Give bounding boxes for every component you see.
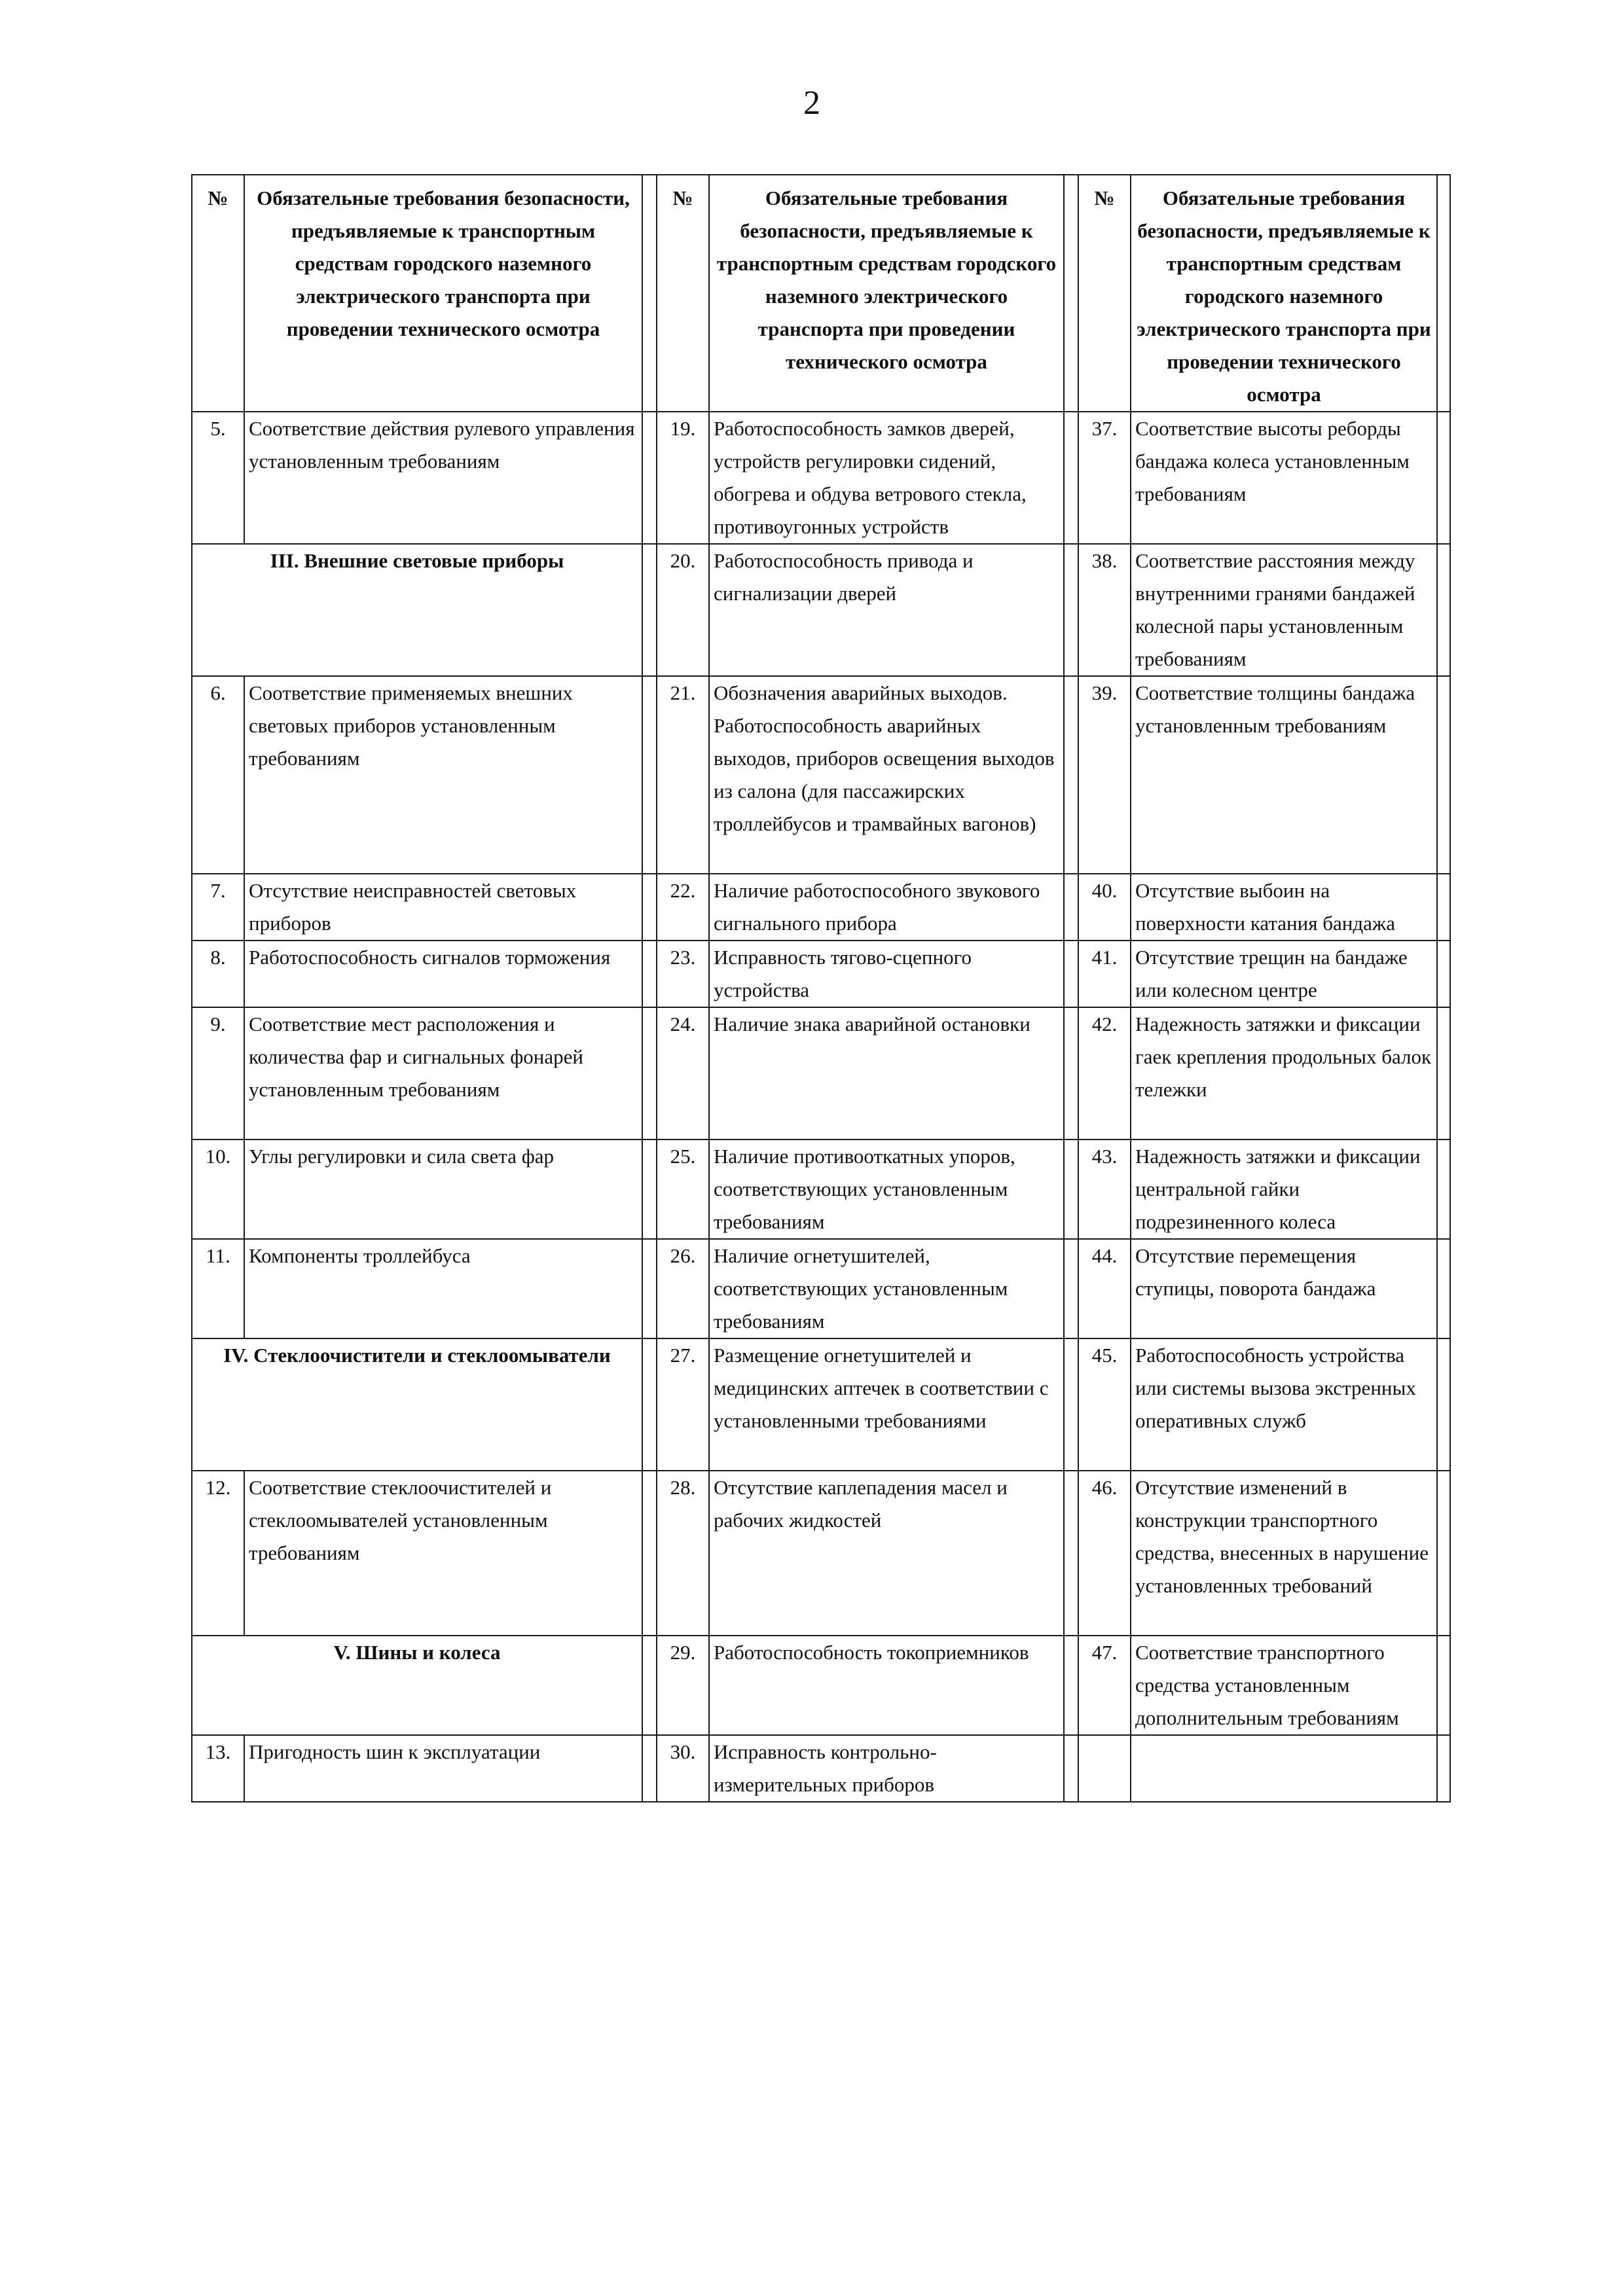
- item-number: 8.: [192, 941, 244, 1007]
- item-number: 24.: [657, 1007, 709, 1139]
- header-title-2: Обязательные требования безопасности, предъявляемые к транспортным средствам городского наземного электрического транспорта при проведении технического осмотра: [709, 175, 1064, 412]
- column-gap: [1064, 1735, 1078, 1802]
- column-gap: [1437, 1636, 1450, 1735]
- column-gap: [642, 1338, 657, 1471]
- column-gap: [1064, 412, 1078, 544]
- item-number: 44.: [1078, 1239, 1131, 1338]
- column-gap: [1064, 874, 1078, 941]
- column-gap: [1064, 1338, 1078, 1471]
- column-gap: [1437, 874, 1450, 941]
- item-number: 22.: [657, 874, 709, 941]
- item-number: 38.: [1078, 544, 1131, 676]
- table-header-row: [192, 175, 1450, 412]
- item-number: 46.: [1078, 1471, 1131, 1636]
- column-gap: [1064, 676, 1078, 874]
- item-text: Работоспособность замков дверей, устройств регулировки сидений, обогрева и обдува ветрового стекла, противоугонных устройств: [709, 412, 1064, 544]
- header-num-3: №: [1078, 175, 1131, 412]
- item-number: 40.: [1078, 874, 1131, 941]
- item-number: 12.: [192, 1471, 244, 1636]
- item-text: Работоспособность привода и сигнализации дверей: [709, 544, 1064, 676]
- column-gap: [642, 1735, 657, 1802]
- item-number: 7.: [192, 874, 244, 941]
- header-title-1: Обязательные требования безопасности, предъявляемые к транспортным средствам городского наземного электрического транспорта при проведении технического осмотра: [244, 175, 642, 412]
- item-text: Соответствие расстояния между внутренними гранями бандажей колесной пары установленным требованиям: [1131, 544, 1437, 676]
- column-gap: [1064, 544, 1078, 676]
- column-gap: [642, 1007, 657, 1139]
- item-text: Работоспособность токоприемников: [709, 1636, 1064, 1735]
- column-gap: [1437, 1735, 1450, 1802]
- item-number: 30.: [657, 1735, 709, 1802]
- column-gap: [1064, 175, 1078, 412]
- table-row: [192, 676, 1450, 874]
- column-gap: [1064, 1239, 1078, 1338]
- item-text: Отсутствие перемещения ступицы, поворота бандажа: [1131, 1239, 1437, 1338]
- column-gap: [642, 874, 657, 941]
- column-gap: [642, 1139, 657, 1239]
- table-row: [192, 1636, 1450, 1735]
- item-text: Отсутствие изменений в конструкции транспортного средства, внесенных в нарушение установленных требований: [1131, 1471, 1437, 1636]
- header-num-1: №: [192, 175, 244, 412]
- column-gap: [1064, 1636, 1078, 1735]
- item-text: Наличие работоспособного звукового сигнального прибора: [709, 874, 1064, 941]
- item-text: Отсутствие выбоин на поверхности катания бандажа: [1131, 874, 1437, 941]
- item-number: 26.: [657, 1239, 709, 1338]
- item-text: Компоненты троллейбуса: [244, 1239, 642, 1338]
- table-row: [192, 1471, 1450, 1636]
- item-text: Соответствие мест расположения и количества фар и сигнальных фонарей установленным требованиям: [244, 1007, 642, 1139]
- item-number: 21.: [657, 676, 709, 874]
- table-row: [192, 544, 1450, 676]
- column-gap: [1437, 1139, 1450, 1239]
- item-number: 13.: [192, 1735, 244, 1802]
- item-number: 6.: [192, 676, 244, 874]
- column-gap: [1437, 544, 1450, 676]
- column-gap: [1437, 1338, 1450, 1471]
- column-gap: [1437, 175, 1450, 412]
- item-text: Работоспособность устройства или системы вызова экстренных оперативных служб: [1131, 1338, 1437, 1471]
- item-text: Наличие огнетушителей, соответствующих установленным требованиям: [709, 1239, 1064, 1338]
- item-number: 47.: [1078, 1636, 1131, 1735]
- column-gap: [1437, 1239, 1450, 1338]
- item-number: 20.: [657, 544, 709, 676]
- item-text: Соответствие применяемых внешних световых приборов установленным требованиям: [244, 676, 642, 874]
- item-number: 23.: [657, 941, 709, 1007]
- item-number: 28.: [657, 1471, 709, 1636]
- item-text: Наличие знака аварийной остановки: [709, 1007, 1064, 1139]
- item-text: Надежность затяжки и фиксации центральной гайки подрезиненного колеса: [1131, 1139, 1437, 1239]
- column-gap: [642, 544, 657, 676]
- column-gap: [1437, 412, 1450, 544]
- column-gap: [642, 412, 657, 544]
- item-text: Обозначения аварийных выходов. Работоспособность аварийных выходов, приборов освещения выходов из салона (для пассажирских троллейбусов и трамвайных вагонов): [709, 676, 1064, 874]
- column-gap: [1437, 676, 1450, 874]
- item-number: 19.: [657, 412, 709, 544]
- table-row: [192, 941, 1450, 1007]
- item-number: 25.: [657, 1139, 709, 1239]
- item-text: Углы регулировки и сила света фар: [244, 1139, 642, 1239]
- item-text: Соответствие высоты реборды бандажа колеса установленным требованиям: [1131, 412, 1437, 544]
- column-gap: [642, 1636, 657, 1735]
- table-row: [192, 1338, 1450, 1471]
- section-heading: V. Шины и колеса: [192, 1636, 642, 1735]
- table-row: [192, 1735, 1450, 1802]
- item-text: Соответствие толщины бандажа установленным требованиям: [1131, 676, 1437, 874]
- column-gap: [1064, 1471, 1078, 1636]
- item-text: Исправность контрольно-измерительных приборов: [709, 1735, 1064, 1802]
- item-number: 27.: [657, 1338, 709, 1471]
- item-number: 43.: [1078, 1139, 1131, 1239]
- section-heading: IV. Стеклоочистители и стеклоомыватели: [192, 1338, 642, 1471]
- column-gap: [1437, 1471, 1450, 1636]
- item-number: 10.: [192, 1139, 244, 1239]
- item-text: Отсутствие неисправностей световых приборов: [244, 874, 642, 941]
- table-row: [192, 412, 1450, 544]
- item-number: 5.: [192, 412, 244, 544]
- column-gap: [642, 1471, 657, 1636]
- item-text: Наличие противооткатных упоров, соответствующих установленным требованиям: [709, 1139, 1064, 1239]
- column-gap: [1437, 941, 1450, 1007]
- item-text: Исправность тягово-сцепного устройства: [709, 941, 1064, 1007]
- column-gap: [642, 175, 657, 412]
- item-text: Размещение огнетушителей и медицинских аптечек в соответствии с установленными требованиями: [709, 1338, 1064, 1471]
- item-text: Отсутствие каплепадения масел и рабочих жидкостей: [709, 1471, 1064, 1636]
- column-gap: [642, 941, 657, 1007]
- item-number: 11.: [192, 1239, 244, 1338]
- item-text: Надежность затяжки и фиксации гаек крепления продольных балок тележки: [1131, 1007, 1437, 1139]
- requirements-table: [191, 174, 1451, 1803]
- empty-cell: [1078, 1735, 1131, 1802]
- column-gap: [1064, 941, 1078, 1007]
- item-number: 9.: [192, 1007, 244, 1139]
- item-number: 29.: [657, 1636, 709, 1735]
- column-gap: [642, 1239, 657, 1338]
- header-title-3: Обязательные требования безопасности, предъявляемые к транспортным средствам городского наземного электрического транспорта при проведении технического осмотра: [1131, 175, 1437, 412]
- header-num-2: №: [657, 175, 709, 412]
- item-number: 39.: [1078, 676, 1131, 874]
- section-heading: III. Внешние световые приборы: [192, 544, 642, 676]
- item-text: Отсутствие трещин на бандаже или колесном центре: [1131, 941, 1437, 1007]
- item-text: Соответствие действия рулевого управления установленным требованиям: [244, 412, 642, 544]
- item-number: 45.: [1078, 1338, 1131, 1471]
- table-row: [192, 1007, 1450, 1139]
- table-row: [192, 1139, 1450, 1239]
- item-text: Соответствие транспортного средства установленным дополнительным требованиям: [1131, 1636, 1437, 1735]
- item-text: Соответствие стеклоочистителей и стеклоомывателей установленным требованиям: [244, 1471, 642, 1636]
- column-gap: [1437, 1007, 1450, 1139]
- item-number: 42.: [1078, 1007, 1131, 1139]
- column-gap: [642, 676, 657, 874]
- page-number: 2: [803, 84, 820, 122]
- column-gap: [1064, 1007, 1078, 1139]
- empty-cell: [1131, 1735, 1437, 1802]
- item-text: Пригодность шин к эксплуатации: [244, 1735, 642, 1802]
- table-row: [192, 874, 1450, 941]
- table-row: [192, 1239, 1450, 1338]
- item-number: 37.: [1078, 412, 1131, 544]
- item-text: Работоспособность сигналов торможения: [244, 941, 642, 1007]
- column-gap: [1064, 1139, 1078, 1239]
- item-number: 41.: [1078, 941, 1131, 1007]
